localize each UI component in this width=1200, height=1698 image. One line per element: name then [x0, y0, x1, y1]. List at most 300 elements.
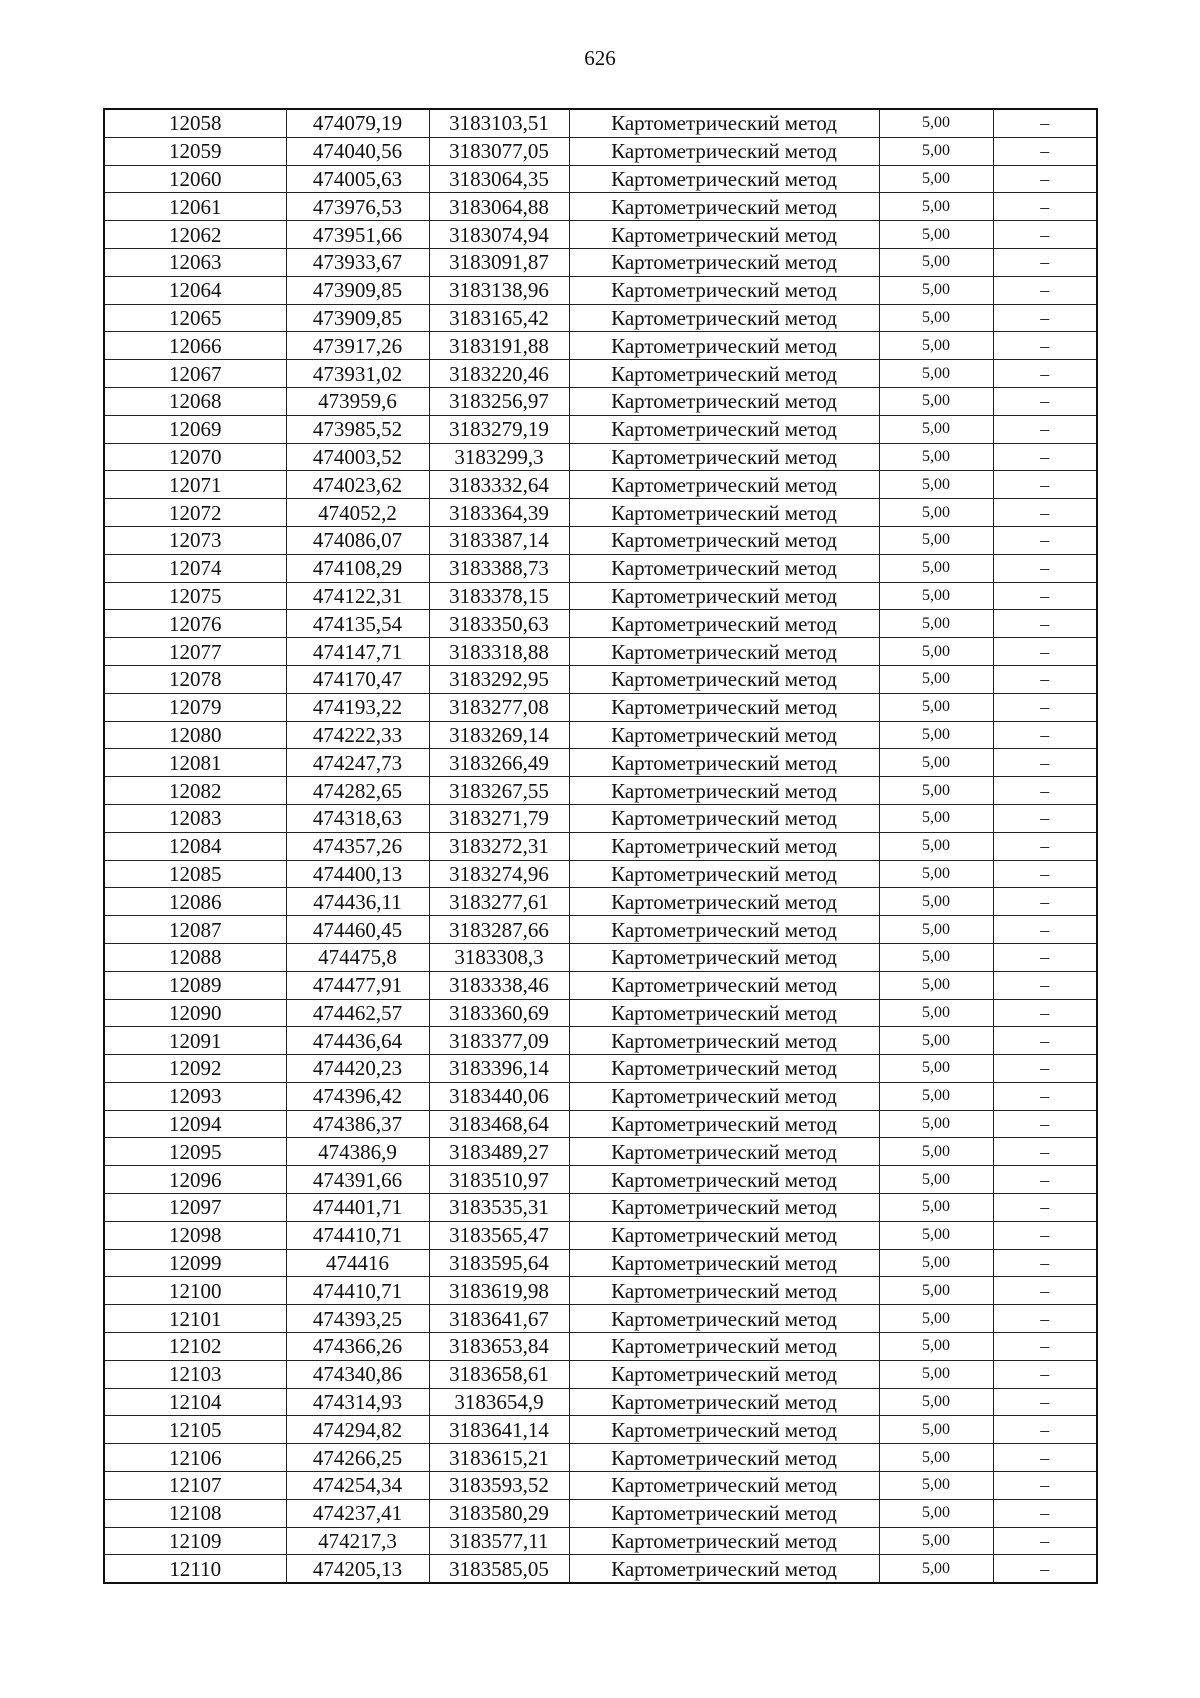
description-cell: –: [993, 193, 1097, 221]
page-number: 626: [584, 46, 616, 70]
x-coordinate-cell: 474193,22: [286, 693, 429, 721]
point-number-cell: 12094: [104, 1110, 286, 1138]
description-cell: –: [993, 1388, 1097, 1416]
y-coordinate-cell: 3183468,64: [429, 1110, 569, 1138]
accuracy-cell: 5,00: [879, 1388, 993, 1416]
y-coordinate-cell: 3183585,05: [429, 1555, 569, 1583]
table-row: [104, 749, 1097, 777]
y-coordinate-cell: 3183641,14: [429, 1416, 569, 1444]
table-row: [104, 526, 1097, 554]
point-number-cell: 12067: [104, 360, 286, 388]
accuracy-cell: 5,00: [879, 304, 993, 332]
description-cell: –: [993, 582, 1097, 610]
y-coordinate-cell: 3183064,35: [429, 165, 569, 193]
accuracy-cell: 5,00: [879, 1194, 993, 1222]
point-number-cell: 12088: [104, 943, 286, 971]
method-cell: Картометрический метод: [569, 137, 879, 165]
description-cell: –: [993, 749, 1097, 777]
description-cell: –: [993, 137, 1097, 165]
table-row: [104, 1277, 1097, 1305]
method-cell: Картометрический метод: [569, 1082, 879, 1110]
accuracy-cell: 5,00: [879, 1277, 993, 1305]
accuracy-cell: 5,00: [879, 1444, 993, 1472]
y-coordinate-cell: 3183064,88: [429, 193, 569, 221]
description-cell: –: [993, 943, 1097, 971]
method-cell: Картометрический метод: [569, 1444, 879, 1472]
x-coordinate-cell: 474205,13: [286, 1555, 429, 1583]
accuracy-cell: 5,00: [879, 1110, 993, 1138]
accuracy-cell: 5,00: [879, 109, 993, 137]
table-row: [104, 860, 1097, 888]
accuracy-cell: 5,00: [879, 1555, 993, 1583]
table-row: [104, 999, 1097, 1027]
description-cell: –: [993, 1527, 1097, 1555]
point-number-cell: 12098: [104, 1221, 286, 1249]
method-cell: Картометрический метод: [569, 526, 879, 554]
y-coordinate-cell: 3183658,61: [429, 1360, 569, 1388]
description-cell: –: [993, 1305, 1097, 1333]
x-coordinate-cell: 474222,33: [286, 721, 429, 749]
y-coordinate-cell: 3183338,46: [429, 971, 569, 999]
method-cell: Картометрический метод: [569, 554, 879, 582]
point-number-cell: 12095: [104, 1138, 286, 1166]
point-number-cell: 12086: [104, 888, 286, 916]
accuracy-cell: 5,00: [879, 971, 993, 999]
description-cell: –: [993, 971, 1097, 999]
x-coordinate-cell: 474005,63: [286, 165, 429, 193]
method-cell: Картометрический метод: [569, 693, 879, 721]
y-coordinate-cell: 3183577,11: [429, 1527, 569, 1555]
description-cell: –: [993, 415, 1097, 443]
description-cell: –: [993, 471, 1097, 499]
table-row: [104, 499, 1097, 527]
description-cell: –: [993, 1221, 1097, 1249]
description-cell: –: [993, 665, 1097, 693]
table-row: [104, 1110, 1097, 1138]
accuracy-cell: 5,00: [879, 888, 993, 916]
method-cell: Картометрический метод: [569, 860, 879, 888]
table-row: [104, 832, 1097, 860]
method-cell: Картометрический метод: [569, 1388, 879, 1416]
y-coordinate-cell: 3183535,31: [429, 1194, 569, 1222]
accuracy-cell: 5,00: [879, 1527, 993, 1555]
method-cell: Картометрический метод: [569, 1333, 879, 1361]
x-coordinate-cell: 474400,13: [286, 860, 429, 888]
description-cell: –: [993, 610, 1097, 638]
method-cell: Картометрический метод: [569, 276, 879, 304]
table-row: [104, 1138, 1097, 1166]
method-cell: Картометрический метод: [569, 777, 879, 805]
accuracy-cell: 5,00: [879, 165, 993, 193]
point-number-cell: 12071: [104, 471, 286, 499]
table-row: [104, 1166, 1097, 1194]
point-number-cell: 12083: [104, 804, 286, 832]
method-cell: Картометрический метод: [569, 1472, 879, 1500]
table-row: [104, 360, 1097, 388]
point-number-cell: 12069: [104, 415, 286, 443]
point-number-cell: 12084: [104, 832, 286, 860]
table-row: [104, 610, 1097, 638]
table-row: [104, 443, 1097, 471]
description-cell: –: [993, 1333, 1097, 1361]
y-coordinate-cell: 3183299,3: [429, 443, 569, 471]
x-coordinate-cell: 474391,66: [286, 1166, 429, 1194]
y-coordinate-cell: 3183396,14: [429, 1055, 569, 1083]
table-row: [104, 582, 1097, 610]
method-cell: Картометрический метод: [569, 443, 879, 471]
table-row: [104, 1416, 1097, 1444]
point-number-cell: 12100: [104, 1277, 286, 1305]
x-coordinate-cell: 473976,53: [286, 193, 429, 221]
description-cell: –: [993, 999, 1097, 1027]
accuracy-cell: 5,00: [879, 248, 993, 276]
table-row: [104, 804, 1097, 832]
point-number-cell: 12093: [104, 1082, 286, 1110]
point-number-cell: 12082: [104, 777, 286, 805]
x-coordinate-cell: 474135,54: [286, 610, 429, 638]
point-number-cell: 12106: [104, 1444, 286, 1472]
x-coordinate-cell: 474254,34: [286, 1472, 429, 1500]
x-coordinate-cell: 474237,41: [286, 1499, 429, 1527]
accuracy-cell: 5,00: [879, 360, 993, 388]
table-row: [104, 471, 1097, 499]
x-coordinate-cell: 474023,62: [286, 471, 429, 499]
method-cell: Картометрический метод: [569, 1527, 879, 1555]
y-coordinate-cell: 3183619,98: [429, 1277, 569, 1305]
x-coordinate-cell: 473985,52: [286, 415, 429, 443]
accuracy-cell: 5,00: [879, 1027, 993, 1055]
accuracy-cell: 5,00: [879, 693, 993, 721]
point-number-cell: 12085: [104, 860, 286, 888]
x-coordinate-cell: 474386,9: [286, 1138, 429, 1166]
y-coordinate-cell: 3183364,39: [429, 499, 569, 527]
table-row: [104, 1555, 1097, 1583]
method-cell: Картометрический метод: [569, 1277, 879, 1305]
x-coordinate-cell: 473917,26: [286, 332, 429, 360]
y-coordinate-cell: 3183267,55: [429, 777, 569, 805]
y-coordinate-cell: 3183641,67: [429, 1305, 569, 1333]
x-coordinate-cell: 473933,67: [286, 248, 429, 276]
x-coordinate-cell: 474366,26: [286, 1333, 429, 1361]
point-number-cell: 12065: [104, 304, 286, 332]
accuracy-cell: 5,00: [879, 999, 993, 1027]
accuracy-cell: 5,00: [879, 276, 993, 304]
method-cell: Картометрический метод: [569, 1138, 879, 1166]
x-coordinate-cell: 474122,31: [286, 582, 429, 610]
x-coordinate-cell: 474079,19: [286, 109, 429, 137]
x-coordinate-cell: 474401,71: [286, 1194, 429, 1222]
table-row: [104, 165, 1097, 193]
method-cell: Картометрический метод: [569, 1055, 879, 1083]
description-cell: –: [993, 860, 1097, 888]
point-number-cell: 12064: [104, 276, 286, 304]
x-coordinate-cell: 474420,23: [286, 1055, 429, 1083]
method-cell: Картометрический метод: [569, 1194, 879, 1222]
y-coordinate-cell: 3183308,3: [429, 943, 569, 971]
table-row: [104, 221, 1097, 249]
table-row: [104, 1305, 1097, 1333]
y-coordinate-cell: 3183440,06: [429, 1082, 569, 1110]
table-row: [104, 1221, 1097, 1249]
y-coordinate-cell: 3183074,94: [429, 221, 569, 249]
point-number-cell: 12092: [104, 1055, 286, 1083]
table-row: [104, 276, 1097, 304]
point-number-cell: 12101: [104, 1305, 286, 1333]
x-coordinate-cell: 474357,26: [286, 832, 429, 860]
method-cell: Картометрический метод: [569, 1360, 879, 1388]
y-coordinate-cell: 3183269,14: [429, 721, 569, 749]
table-row: [104, 971, 1097, 999]
y-coordinate-cell: 3183287,66: [429, 916, 569, 944]
table-row: [104, 777, 1097, 805]
point-number-cell: 12059: [104, 137, 286, 165]
table-row: [104, 304, 1097, 332]
point-number-cell: 12105: [104, 1416, 286, 1444]
y-coordinate-cell: 3183360,69: [429, 999, 569, 1027]
y-coordinate-cell: 3183593,52: [429, 1472, 569, 1500]
accuracy-cell: 5,00: [879, 137, 993, 165]
description-cell: –: [993, 1249, 1097, 1277]
y-coordinate-cell: 3183191,88: [429, 332, 569, 360]
method-cell: Картометрический метод: [569, 1555, 879, 1583]
table-row: [104, 721, 1097, 749]
point-number-cell: 12073: [104, 526, 286, 554]
point-number-cell: 12063: [104, 248, 286, 276]
description-cell: –: [993, 1166, 1097, 1194]
method-cell: Картометрический метод: [569, 360, 879, 388]
accuracy-cell: 5,00: [879, 832, 993, 860]
x-coordinate-cell: 473931,02: [286, 360, 429, 388]
description-cell: –: [993, 1360, 1097, 1388]
method-cell: Картометрический метод: [569, 415, 879, 443]
y-coordinate-cell: 3183165,42: [429, 304, 569, 332]
x-coordinate-cell: 474003,52: [286, 443, 429, 471]
y-coordinate-cell: 3183377,09: [429, 1027, 569, 1055]
method-cell: Картометрический метод: [569, 221, 879, 249]
description-cell: –: [993, 721, 1097, 749]
accuracy-cell: 5,00: [879, 1166, 993, 1194]
y-coordinate-cell: 3183271,79: [429, 804, 569, 832]
point-number-cell: 12078: [104, 665, 286, 693]
description-cell: –: [993, 332, 1097, 360]
accuracy-cell: 5,00: [879, 1360, 993, 1388]
accuracy-cell: 5,00: [879, 610, 993, 638]
description-cell: –: [993, 1055, 1097, 1083]
y-coordinate-cell: 3183292,95: [429, 665, 569, 693]
description-cell: –: [993, 221, 1097, 249]
accuracy-cell: 5,00: [879, 526, 993, 554]
point-number-cell: 12068: [104, 387, 286, 415]
description-cell: –: [993, 109, 1097, 137]
table-row: [104, 888, 1097, 916]
accuracy-cell: 5,00: [879, 193, 993, 221]
method-cell: Картометрический метод: [569, 610, 879, 638]
point-number-cell: 12096: [104, 1166, 286, 1194]
description-cell: –: [993, 1138, 1097, 1166]
description-cell: –: [993, 804, 1097, 832]
description-cell: –: [993, 693, 1097, 721]
accuracy-cell: 5,00: [879, 499, 993, 527]
point-number-cell: 12066: [104, 332, 286, 360]
accuracy-cell: 5,00: [879, 1055, 993, 1083]
table-row: [104, 1360, 1097, 1388]
method-cell: Картометрический метод: [569, 971, 879, 999]
table-row: [104, 1249, 1097, 1277]
description-cell: –: [993, 276, 1097, 304]
y-coordinate-cell: 3183103,51: [429, 109, 569, 137]
coordinates-table: [103, 108, 1098, 1584]
point-number-cell: 12091: [104, 1027, 286, 1055]
description-cell: –: [993, 638, 1097, 666]
method-cell: Картометрический метод: [569, 1027, 879, 1055]
point-number-cell: 12109: [104, 1527, 286, 1555]
point-number-cell: 12104: [104, 1388, 286, 1416]
method-cell: Картометрический метод: [569, 193, 879, 221]
method-cell: Картометрический метод: [569, 1416, 879, 1444]
x-coordinate-cell: 474086,07: [286, 526, 429, 554]
accuracy-cell: 5,00: [879, 638, 993, 666]
point-number-cell: 12060: [104, 165, 286, 193]
x-coordinate-cell: 474170,47: [286, 665, 429, 693]
accuracy-cell: 5,00: [879, 1472, 993, 1500]
method-cell: Картометрический метод: [569, 165, 879, 193]
table-row: [104, 137, 1097, 165]
description-cell: –: [993, 1082, 1097, 1110]
method-cell: Картометрический метод: [569, 582, 879, 610]
x-coordinate-cell: 474294,82: [286, 1416, 429, 1444]
accuracy-cell: 5,00: [879, 1138, 993, 1166]
point-number-cell: 12090: [104, 999, 286, 1027]
x-coordinate-cell: 474052,2: [286, 499, 429, 527]
description-cell: –: [993, 499, 1097, 527]
accuracy-cell: 5,00: [879, 916, 993, 944]
y-coordinate-cell: 3183138,96: [429, 276, 569, 304]
x-coordinate-cell: 474436,11: [286, 888, 429, 916]
accuracy-cell: 5,00: [879, 1416, 993, 1444]
accuracy-cell: 5,00: [879, 554, 993, 582]
point-number-cell: 12077: [104, 638, 286, 666]
point-number-cell: 12061: [104, 193, 286, 221]
method-cell: Картометрический метод: [569, 1166, 879, 1194]
y-coordinate-cell: 3183615,21: [429, 1444, 569, 1472]
x-coordinate-cell: 473909,85: [286, 304, 429, 332]
description-cell: –: [993, 1110, 1097, 1138]
y-coordinate-cell: 3183489,27: [429, 1138, 569, 1166]
y-coordinate-cell: 3183277,61: [429, 888, 569, 916]
point-number-cell: 12079: [104, 693, 286, 721]
x-coordinate-cell: 474410,71: [286, 1277, 429, 1305]
accuracy-cell: 5,00: [879, 415, 993, 443]
accuracy-cell: 5,00: [879, 860, 993, 888]
method-cell: Картометрический метод: [569, 832, 879, 860]
table-row: [104, 1499, 1097, 1527]
table-row: [104, 1055, 1097, 1083]
x-coordinate-cell: 474477,91: [286, 971, 429, 999]
description-cell: –: [993, 248, 1097, 276]
point-number-cell: 12058: [104, 109, 286, 137]
point-number-cell: 12076: [104, 610, 286, 638]
x-coordinate-cell: 474318,63: [286, 804, 429, 832]
accuracy-cell: 5,00: [879, 1333, 993, 1361]
y-coordinate-cell: 3183266,49: [429, 749, 569, 777]
x-coordinate-cell: 474340,86: [286, 1360, 429, 1388]
x-coordinate-cell: 473909,85: [286, 276, 429, 304]
method-cell: Картометрический метод: [569, 1499, 879, 1527]
description-cell: –: [993, 1555, 1097, 1583]
y-coordinate-cell: 3183387,14: [429, 526, 569, 554]
y-coordinate-cell: 3183595,64: [429, 1249, 569, 1277]
accuracy-cell: 5,00: [879, 332, 993, 360]
x-coordinate-cell: 474396,42: [286, 1082, 429, 1110]
description-cell: –: [993, 526, 1097, 554]
y-coordinate-cell: 3183580,29: [429, 1499, 569, 1527]
table-row: [104, 916, 1097, 944]
method-cell: Картометрический метод: [569, 471, 879, 499]
y-coordinate-cell: 3183653,84: [429, 1333, 569, 1361]
description-cell: –: [993, 888, 1097, 916]
description-cell: –: [993, 832, 1097, 860]
method-cell: Картометрический метод: [569, 387, 879, 415]
x-coordinate-cell: 474393,25: [286, 1305, 429, 1333]
accuracy-cell: 5,00: [879, 804, 993, 832]
table-row: [104, 665, 1097, 693]
description-cell: –: [993, 1027, 1097, 1055]
x-coordinate-cell: 474108,29: [286, 554, 429, 582]
point-number-cell: 12074: [104, 554, 286, 582]
x-coordinate-cell: 474266,25: [286, 1444, 429, 1472]
x-coordinate-cell: 474217,3: [286, 1527, 429, 1555]
method-cell: Картометрический метод: [569, 248, 879, 276]
table-row: [104, 638, 1097, 666]
y-coordinate-cell: 3183654,9: [429, 1388, 569, 1416]
y-coordinate-cell: 3183378,15: [429, 582, 569, 610]
x-coordinate-cell: 474314,93: [286, 1388, 429, 1416]
table-row: [104, 248, 1097, 276]
table-row: [104, 1388, 1097, 1416]
y-coordinate-cell: 3183220,46: [429, 360, 569, 388]
table-row: [104, 387, 1097, 415]
description-cell: –: [993, 1472, 1097, 1500]
description-cell: –: [993, 554, 1097, 582]
point-number-cell: 12089: [104, 971, 286, 999]
point-number-cell: 12099: [104, 1249, 286, 1277]
description-cell: –: [993, 304, 1097, 332]
point-number-cell: 12080: [104, 721, 286, 749]
description-cell: –: [993, 1499, 1097, 1527]
method-cell: Картометрический метод: [569, 499, 879, 527]
method-cell: Картометрический метод: [569, 888, 879, 916]
method-cell: Картометрический метод: [569, 304, 879, 332]
description-cell: –: [993, 387, 1097, 415]
x-coordinate-cell: 474410,71: [286, 1221, 429, 1249]
table-row: [104, 1472, 1097, 1500]
method-cell: Картометрический метод: [569, 999, 879, 1027]
accuracy-cell: 5,00: [879, 749, 993, 777]
accuracy-cell: 5,00: [879, 1221, 993, 1249]
method-cell: Картометрический метод: [569, 916, 879, 944]
point-number-cell: 12062: [104, 221, 286, 249]
method-cell: Картометрический метод: [569, 1305, 879, 1333]
x-coordinate-cell: 474282,65: [286, 777, 429, 805]
accuracy-cell: 5,00: [879, 943, 993, 971]
x-coordinate-cell: 473959,6: [286, 387, 429, 415]
y-coordinate-cell: 3183565,47: [429, 1221, 569, 1249]
table-row: [104, 1333, 1097, 1361]
x-coordinate-cell: 474460,45: [286, 916, 429, 944]
y-coordinate-cell: 3183091,87: [429, 248, 569, 276]
accuracy-cell: 5,00: [879, 721, 993, 749]
accuracy-cell: 5,00: [879, 1305, 993, 1333]
